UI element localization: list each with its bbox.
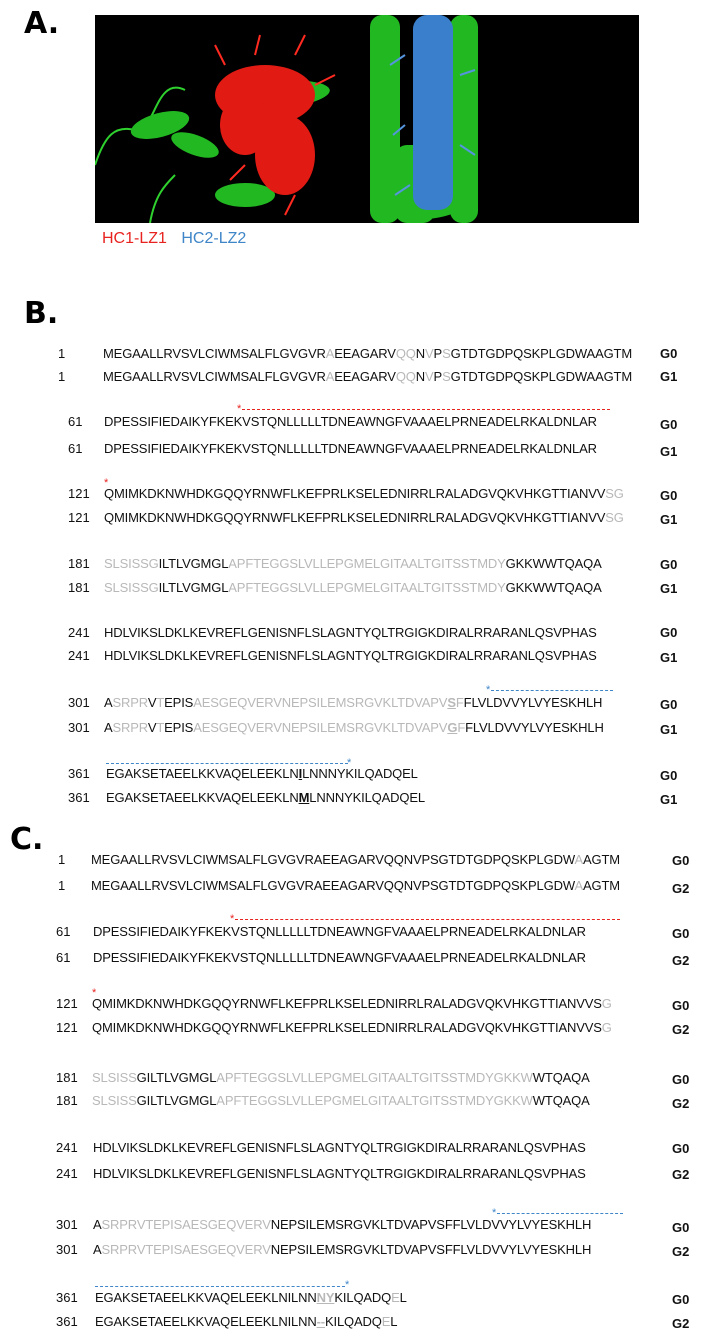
hc1-lz1-region-line <box>242 409 610 410</box>
structure-legend <box>102 230 256 248</box>
group-tag: G0 <box>660 768 678 783</box>
group-tag: G0 <box>672 1141 690 1156</box>
hc2-lz2-region-line <box>497 1213 623 1214</box>
group-tag: G2 <box>672 953 690 968</box>
sequence-row-g0: ASRPRVTEPISAESGEQVERVNEPSILEMSRGVKLTDVAPVSFFLVLDVVYLVYESKHLH <box>93 1217 592 1232</box>
protein-structure-image <box>95 15 639 223</box>
motif-start-star: * <box>237 403 242 415</box>
group-tag: G1 <box>660 369 678 384</box>
group-tag: G2 <box>672 881 690 896</box>
seq-position: 181 <box>68 556 90 571</box>
seq-position: 1 <box>58 852 66 867</box>
group-tag: G1 <box>660 722 678 737</box>
sequence-row-g0: ASRPRVTEPISAESGEQVERVNEPSILEMSRGVKLTDVAPVSFFLVLDVVYLVYESKHLH <box>104 695 603 710</box>
hc1-lz1-region-line <box>235 919 620 920</box>
sequence-row-g2: MEGAALLRVSVLCIWMSALFLGVGVRAEEAGARVQQNVPSGTDTGDPQSKPLGDWAAGTM <box>91 878 620 893</box>
sequence-row-g1: HDLVIKSLDKLKEVREFLGENISNFLSLAGNTYQLTRGIGKDIRALRRARANLQSVPHAS <box>104 648 597 663</box>
sequence-row-g2: HDLVIKSLDKLKEVREFLGENISNFLSLAGNTYQLTRGIGKDIRALRRARANLQSVPHAS <box>93 1166 586 1181</box>
sequence-row-g1: SLSISSGILTLVGMGLAPFTEGGSLVLLEPGMELGITAALTGITSSTMDYGKKWWTQAQA <box>104 580 602 595</box>
seq-position: 61 <box>68 414 83 429</box>
group-tag: G2 <box>672 1096 690 1111</box>
group-tag: G2 <box>672 1022 690 1037</box>
seq-position: 241 <box>68 648 90 663</box>
group-tag: G0 <box>672 926 690 941</box>
sequence-row-g0: HDLVIKSLDKLKEVREFLGENISNFLSLAGNTYQLTRGIGKDIRALRRARANLQSVPHAS <box>93 1140 586 1155</box>
sequence-row-g0: QMIMKDKNWHDKGQQYRNWFLKEFPRLKSELEDNIRRLRALADGVQKVHKGTTIANVVSG <box>92 996 612 1011</box>
sequence-row-g1: EGAKSETAEELKKVAQELEEKLNMLNNNYKILQADQEL <box>106 790 425 805</box>
group-tag: G1 <box>660 512 678 527</box>
group-tag: G1 <box>660 581 678 596</box>
seq-position: 361 <box>68 766 90 781</box>
seq-position: 181 <box>56 1070 78 1085</box>
seq-position: 121 <box>56 1020 78 1035</box>
motif-end-star: * <box>104 477 109 489</box>
seq-position: 61 <box>56 950 71 965</box>
sequence-row-g2: QMIMKDKNWHDKGQQYRNWFLKEFPRLKSELEDNIRRLRALADGVQKVHKGTTIANVVSG <box>92 1020 612 1035</box>
group-tag: G0 <box>672 1072 690 1087</box>
group-tag: G1 <box>660 650 678 665</box>
sequence-row-g0: DPESSIFIEDAIKYFKEKVSTQNLLLLLTDNEAWNGFVAAAELPRNEADELRKALDNLAR <box>104 414 597 429</box>
group-tag: G2 <box>672 1316 690 1331</box>
seq-position: 121 <box>68 486 90 501</box>
sequence-row-g2: DPESSIFIEDAIKYFKEKVSTQNLLLLLTDNEAWNGFVAAAELPRNEADELRKALDNLAR <box>93 950 586 965</box>
sequence-row-g0: MEGAALLRVSVLCIWMSALFLGVGVRAEEAGARVQQNVPSGTDTGDPQSKPLGDWAAGTM <box>91 852 620 867</box>
seq-position: 361 <box>56 1314 78 1329</box>
sequence-row-g0: MEGAALLRVSVLCIWMSALFLGVGVRAEEAGARVQQNVPSGTDTGDPQSKPLGDWAAGTM <box>103 346 633 361</box>
seq-position: 301 <box>56 1242 78 1257</box>
seq-position: 301 <box>68 695 90 710</box>
group-tag: G0 <box>660 488 678 503</box>
group-tag: G2 <box>672 1167 690 1182</box>
sequence-row-g2: EGAKSETAEELKKVAQELEEKLNILNN--KILQADQEL <box>95 1314 398 1329</box>
seq-position: 301 <box>68 720 90 735</box>
sequence-row-g0: SLSISSGILTLVGMGLAPFTEGGSLVLLEPGMELGITAALTGITSSTMDYGKKWWTQAQA <box>104 556 602 571</box>
seq-position: 121 <box>56 996 78 1011</box>
legend-hc2-lz2: HC2-LZ2 <box>181 230 247 247</box>
seq-position: 361 <box>56 1290 78 1305</box>
panel-a-label: A. <box>24 6 60 41</box>
group-tag: G0 <box>672 1220 690 1235</box>
sequence-row-g0: DPESSIFIEDAIKYFKEKVSTQNLLLLLTDNEAWNGFVAAAELPRNEADELRKALDNLAR <box>93 924 586 939</box>
panel-c-label: C. <box>10 822 44 857</box>
seq-position: 241 <box>56 1140 78 1155</box>
hc2-lz2-region-line <box>106 763 348 764</box>
group-tag: G0 <box>672 1292 690 1307</box>
group-tag: G1 <box>660 444 678 459</box>
group-tag: G0 <box>660 697 678 712</box>
seq-position: 301 <box>56 1217 78 1232</box>
sequence-row-g0: QMIMKDKNWHDKGQQYRNWFLKEFPRLKSELEDNIRRLRALADGVQKVHKGTTIANVVSG <box>104 486 624 501</box>
motif-start-star: * <box>230 913 235 925</box>
sequence-row-g2: SLSISSGILTLVGMGLAPFTEGGSLVLLEPGMELGITAALTGITSSTMDYGKKWWTQAQA <box>92 1093 590 1108</box>
seq-position: 181 <box>56 1093 78 1108</box>
motif-end-star: * <box>92 987 97 999</box>
group-tag: G0 <box>672 998 690 1013</box>
seq-position: 61 <box>68 441 83 456</box>
seq-position: 1 <box>58 878 66 893</box>
group-tag: G0 <box>660 417 678 432</box>
group-tag: G2 <box>672 1244 690 1259</box>
motif-start-star: * <box>486 684 491 696</box>
group-tag: G0 <box>660 557 678 572</box>
seq-position: 181 <box>68 580 90 595</box>
motif-end-star: * <box>347 757 352 769</box>
seq-position: 241 <box>56 1166 78 1181</box>
hc2-lz2-region-line <box>491 690 613 691</box>
sequence-row-g1: MEGAALLRVSVLCIWMSALFLGVGVRAEEAGARVQQNVPSGTDTGDPQSKPLGDWAAGTM <box>103 369 633 384</box>
sequence-row-g0: EGAKSETAEELKKVAQELEEKLNILNNNYKILQADQEL <box>106 766 418 781</box>
hc2-lz2-region-line <box>95 1286 345 1287</box>
motif-start-star: * <box>492 1207 497 1219</box>
seq-position: 61 <box>56 924 71 939</box>
sequence-row-g1: ASRPRVTEPISAESGEQVERVNEPSILEMSRGVKLTDVAPVGFFLVLDVVYLVYESKHLH <box>104 720 604 735</box>
motif-end-star: * <box>345 1279 350 1291</box>
group-tag: G0 <box>660 625 678 640</box>
panel-b-label: B. <box>24 296 59 331</box>
seq-position: 1 <box>58 369 66 384</box>
seq-position: 121 <box>68 510 90 525</box>
sequence-row-g0: SLSISSGILTLVGMGLAPFTEGGSLVLLEPGMELGITAALTGITSSTMDYGKKWWTQAQA <box>92 1070 590 1085</box>
seq-position: 241 <box>68 625 90 640</box>
group-tag: G1 <box>660 792 678 807</box>
seq-position: 1 <box>58 346 66 361</box>
sequence-row-g0: EGAKSETAEELKKVAQELEEKLNILNNNYKILQADQEL <box>95 1290 407 1305</box>
group-tag: G0 <box>672 853 690 868</box>
sequence-row-g0: HDLVIKSLDKLKEVREFLGENISNFLSLAGNTYQLTRGIGKDIRALRRARANLQSVPHAS <box>104 625 597 640</box>
seq-position: 361 <box>68 790 90 805</box>
sequence-row-g1: QMIMKDKNWHDKGQQYRNWFLKEFPRLKSELEDNIRRLRALADGVQKVHKGTTIANVVSG <box>104 510 624 525</box>
sequence-row-g2: ASRPRVTEPISAESGEQVERVNEPSILEMSRGVKLTDVAPVSFFLVLDVVYLVYESKHLH <box>93 1242 592 1257</box>
sequence-row-g1: DPESSIFIEDAIKYFKEKVSTQNLLLLLTDNEAWNGFVAAAELPRNEADELRKALDNLAR <box>104 441 597 456</box>
group-tag: G0 <box>660 346 678 361</box>
legend-hc1-lz1: HC1-LZ1 <box>102 230 167 247</box>
